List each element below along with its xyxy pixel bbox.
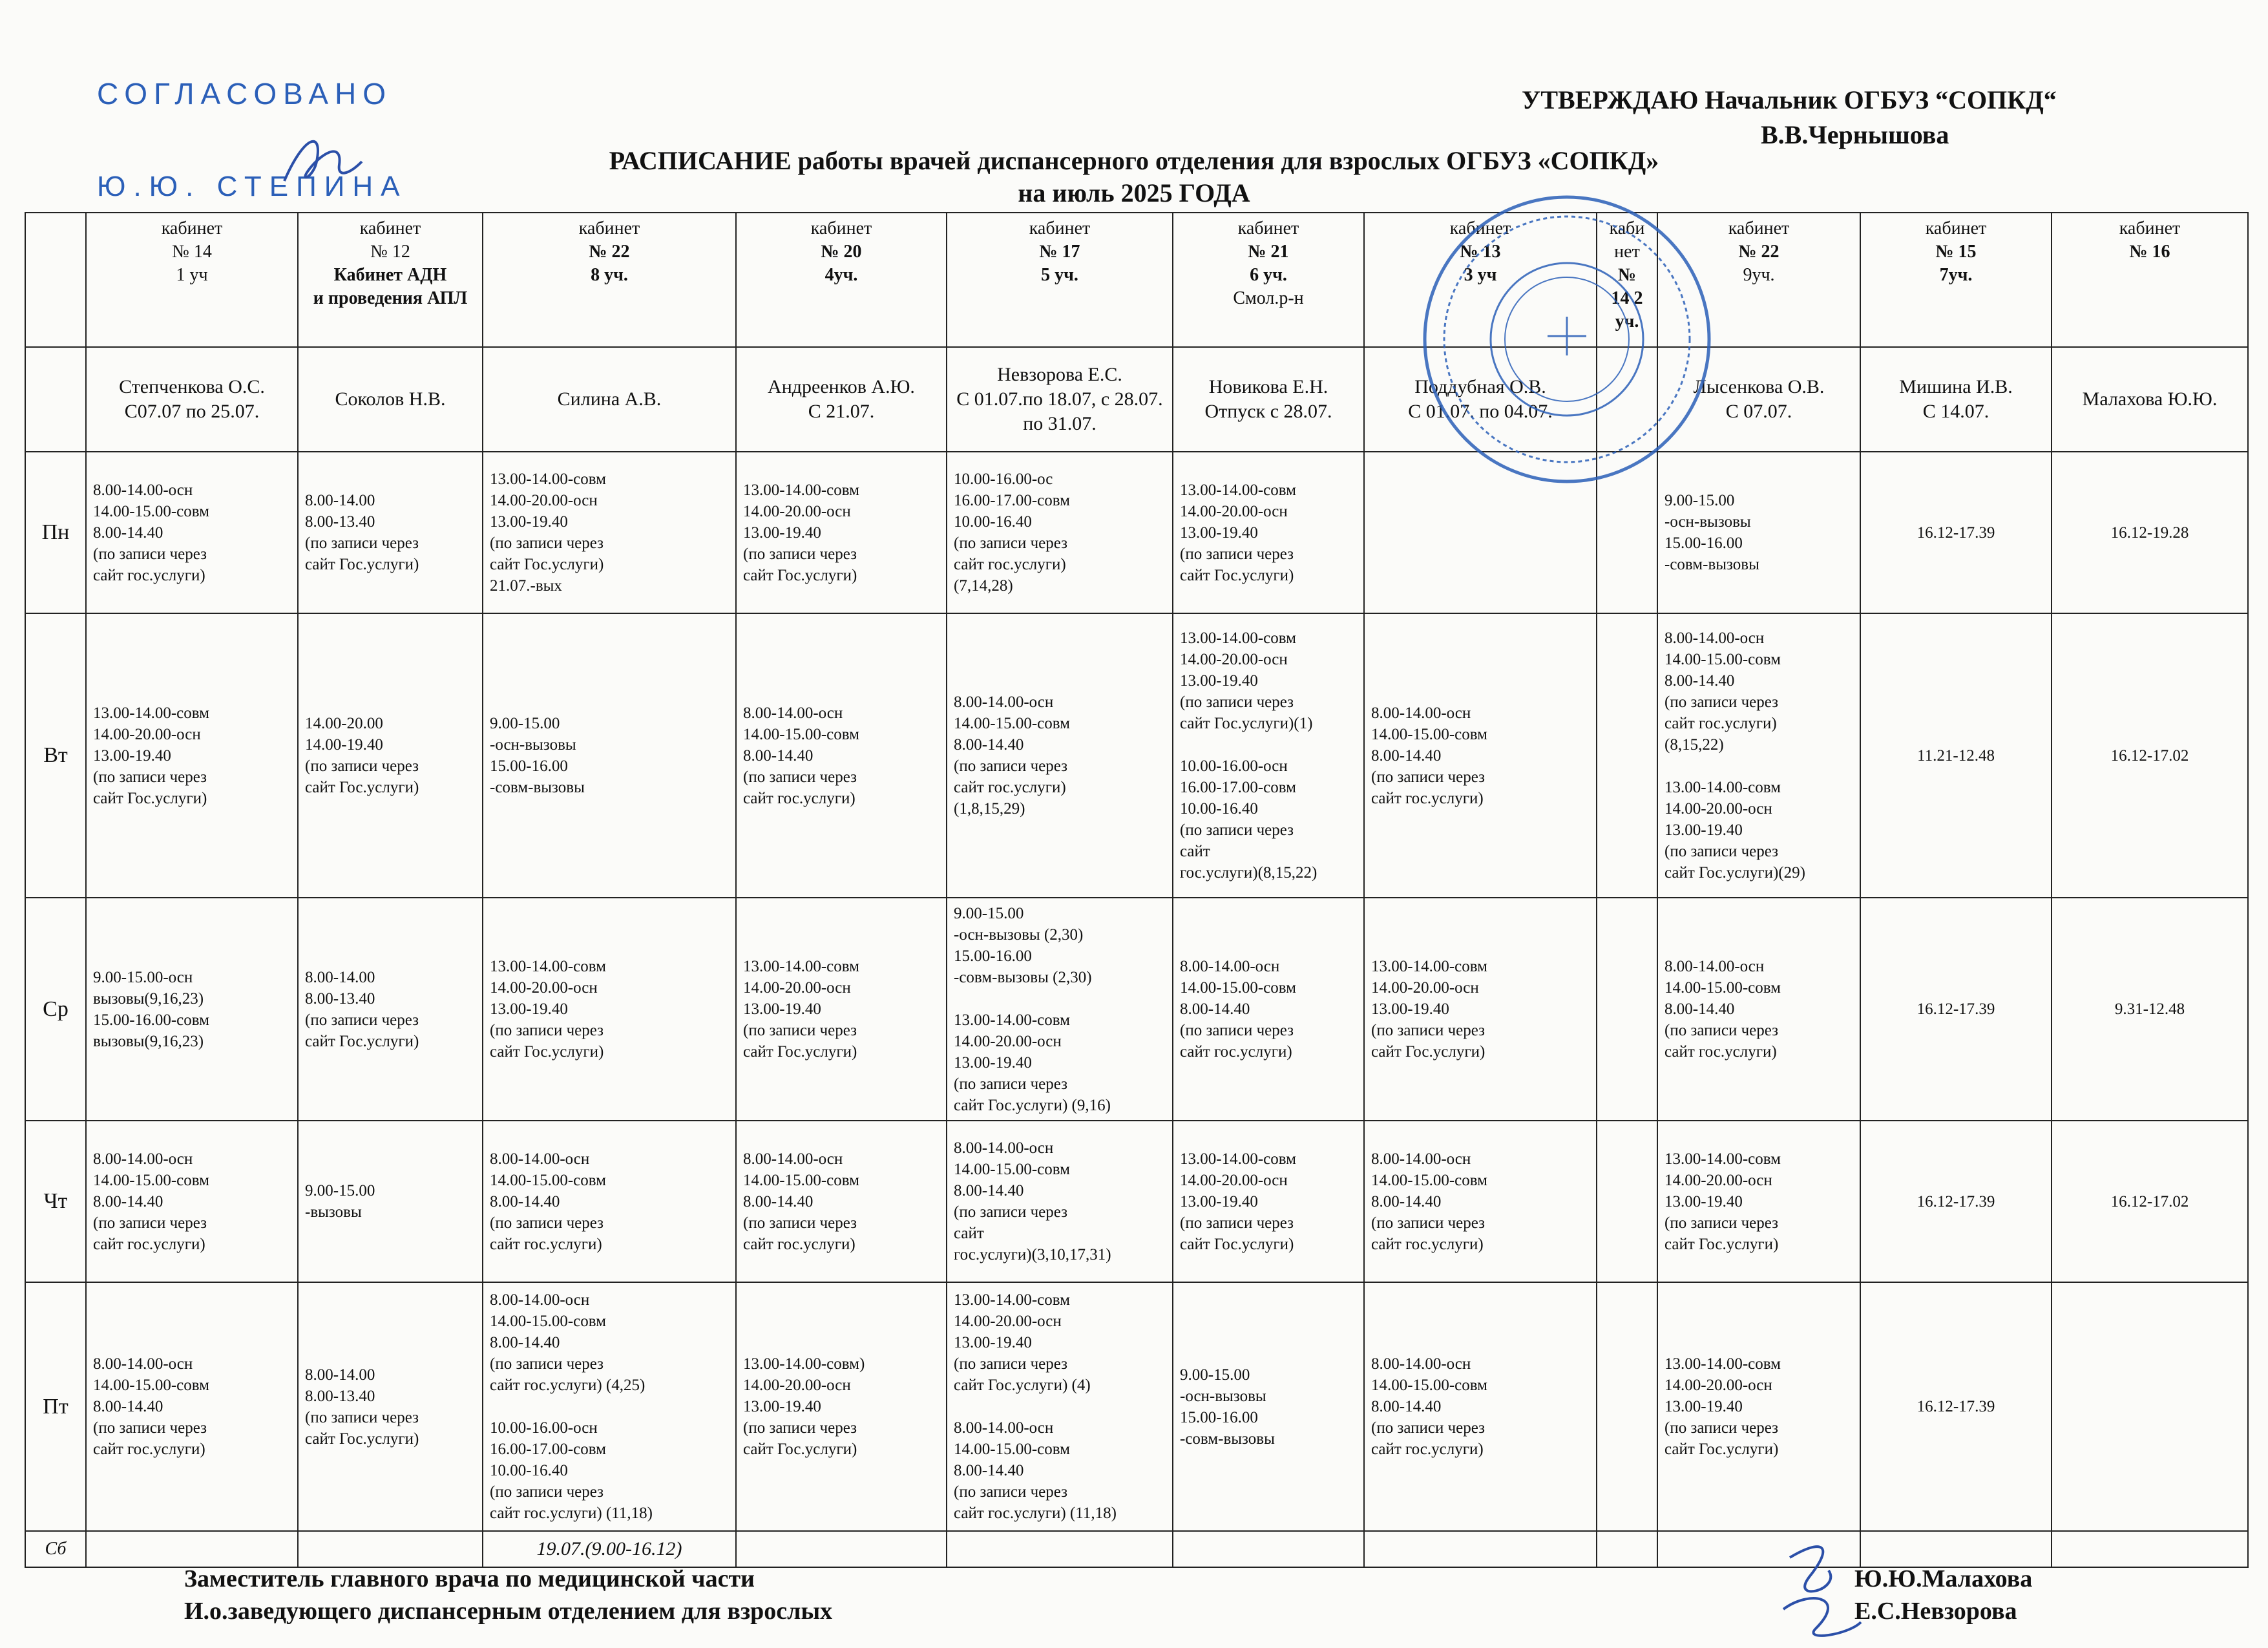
schedule-table	[25, 212, 2249, 1568]
schedule-cell: 16.12-17.39	[1860, 452, 2052, 613]
footer-name2: Е.С.Невзорова	[1854, 1598, 2017, 1625]
day-label: Ср	[25, 898, 86, 1121]
cabinet-header: кабинет № 21 6 уч. Смол.р-н	[1173, 213, 1364, 347]
schedule-cell: 16.12-17.02	[2052, 1121, 2248, 1282]
saturday-value: 19.07.(9.00-16.12)	[483, 1531, 736, 1567]
schedule-cell: 14.00-20.00 14.00-19.40 (по записи через сайт Гос.услуги)	[298, 613, 483, 898]
footer-block	[184, 1563, 832, 1627]
cabinet-header: каби нет № 14 2 уч.	[1597, 213, 1657, 347]
schedule-cell: 9.00-15.00 -осн-вызовы (2,30) 15.00-16.00 -совм-вызовы (2,30) 13.00-14.00-совм 14.00-20.00-осн 13.00-19.40 (по записи через сайт Гос.услуги) (9,16)	[947, 898, 1173, 1121]
day-row	[25, 898, 2248, 1121]
schedule-cell	[1597, 613, 1657, 898]
schedule-cell: 13.00-14.00-совм 14.00-20.00-осн 13.00-19.40 (по записи через сайт Гос.услуги)(1) 10.00-16.00-осн 16.00-17.00-совм 10.00-16.40 (по записи через сайт гос.услуги)(8,15,22)	[1173, 613, 1364, 898]
schedule-cell: 11.21-12.48	[1860, 613, 2052, 898]
schedule-cell: 9.00-15.00 -осн-вызовы 15.00-16.00 -совм-вызовы	[483, 613, 736, 898]
schedule-cell: 16.12-17.39	[1860, 898, 2052, 1121]
schedule-cell: 8.00-14.00-осн 14.00-15.00-совм 8.00-14.40 (по записи через сайт гос.услуги) (8,15,22) 13.00-14.00-совм 14.00-20.00-осн 13.00-19.40 (по записи через сайт Гос.услуги)(29)	[1657, 613, 1860, 898]
schedule-cell: 8.00-14.00-осн 14.00-15.00-совм 8.00-14.40 (по записи через сайт гос.услуги)	[86, 1121, 298, 1282]
title-line2: на июль 2025 ГОДА	[1018, 178, 1250, 207]
schedule-cell: 13.00-14.00-совм) 14.00-20.00-осн 13.00-19.40 (по записи через сайт Гос.услуги)	[736, 1282, 947, 1531]
schedule-cell: 13.00-14.00-совм 14.00-20.00-осн 13.00-19.40 (по записи через сайт Гос.услуги) 21.07.-вых	[483, 452, 736, 613]
doctor-cell: Соколов Н.В.	[298, 347, 483, 452]
doctor-cell: Степченкова О.С. С07.07 по 25.07.	[86, 347, 298, 452]
schedule-cell: 9.00-15.00 -осн-вызовы 15.00-16.00 -совм-вызовы	[1657, 452, 1860, 613]
doctor-cell: Новикова Е.Н. Отпуск с 28.07.	[1173, 347, 1364, 452]
cabinet-header: кабинет № 16	[2052, 213, 2248, 347]
cabinet-header: кабинет № 22 9уч.	[1657, 213, 1860, 347]
schedule-cell: 13.00-14.00-совм 14.00-20.00-осн 13.00-19.40 (по записи через сайт Гос.услуги)	[736, 452, 947, 613]
approve-name: В.В.Чернышова	[1761, 120, 1949, 149]
schedule-cell: 8.00-14.00-осн 14.00-15.00-совм 8.00-14.40 (по записи через сайт гос.услуги)	[86, 452, 298, 613]
cabinet-header: кабинет № 17 5 уч.	[947, 213, 1173, 347]
cabinet-header: кабинет № 14 1 уч	[86, 213, 298, 347]
corner-cell	[25, 213, 86, 347]
day-label: Вт	[25, 613, 86, 898]
schedule-cell: 13.00-14.00-совм 14.00-20.00-осн 13.00-19.40 (по записи через сайт Гос.услуги)	[1173, 1121, 1364, 1282]
schedule-cell: 13.00-14.00-совм 14.00-20.00-осн 13.00-19.40 (по записи через сайт Гос.услуги) (4) 8.00-14.00-осн 14.00-15.00-совм 8.00-14.40 (по записи через сайт гос.услуги) (11,18)	[947, 1282, 1173, 1531]
day-label: Чт	[25, 1121, 86, 1282]
schedule-cell: 8.00-14.00 8.00-13.40 (по записи через сайт Гос.услуги)	[298, 452, 483, 613]
schedule-cell: 8.00-14.00-осн 14.00-15.00-совм 8.00-14.40 (по записи через сайт гос.услуги)	[736, 1121, 947, 1282]
schedule-cell: 8.00-14.00-осн 14.00-15.00-совм 8.00-14.40 (по записи через сайт гос.услуги)	[1364, 1282, 1597, 1531]
schedule-cell: 10.00-16.00-ос 16.00-17.00-совм 10.00-16.40 (по записи через сайт гос.услуги) (7,14,28)	[947, 452, 1173, 613]
day-label: Пт	[25, 1282, 86, 1531]
schedule-cell: 8.00-14.00-осн 14.00-15.00-совм 8.00-14.40 (по записи через сайт гос.услуги)	[1364, 613, 1597, 898]
schedule-cell: 8.00-14.00-осн 14.00-15.00-совм 8.00-14.40 (по записи через сайт гос.услуги)	[1173, 898, 1364, 1121]
approved-stamp-line2: Ю.Ю. СТЕПИНА	[97, 171, 408, 202]
day-rows	[25, 452, 2248, 1531]
doctor-cell: Андреенков А.Ю. С 21.07.	[736, 347, 947, 452]
schedule-cell: 13.00-14.00-совм 14.00-20.00-осн 13.00-19.40 (по записи через сайт Гос.услуги)	[1657, 1282, 1860, 1531]
doctor-cell: Малахова Ю.Ю.	[2052, 347, 2248, 452]
schedule-cell: 9.00-15.00-осн вызовы(9,16,23) 15.00-16.00-совм вызовы(9,16,23)	[86, 898, 298, 1121]
footer-line2: И.о.заведующего диспансерным отделением для взрослых	[184, 1598, 833, 1625]
day-label: Пн	[25, 452, 86, 613]
page-title	[0, 145, 2268, 209]
schedule-cell	[2052, 1282, 2248, 1531]
approved-stamp-line1: СОГЛАСОВАНО	[97, 77, 392, 111]
footer-names	[1854, 1563, 2032, 1627]
day-row	[25, 1282, 2248, 1531]
schedule-cell: 9.00-15.00 -вызовы	[298, 1121, 483, 1282]
schedule-cell: 8.00-14.00-осн 14.00-15.00-совм 8.00-14.40 (по записи через сайт гос.услуги)	[1657, 898, 1860, 1121]
approval-block	[1522, 83, 2057, 153]
schedule-cell: 13.00-14.00-совм 14.00-20.00-осн 13.00-19.40 (по записи через сайт Гос.услуги)	[86, 613, 298, 898]
schedule-cell: 16.12-17.39	[1860, 1282, 2052, 1531]
schedule-cell: 13.00-14.00-совм 14.00-20.00-осн 13.00-19.40 (по записи через сайт Гос.услуги)	[1173, 452, 1364, 613]
schedule-cell: 8.00-14.00-осн 14.00-15.00-совм 8.00-14.40 (по записи через сайт гос.услуги)	[86, 1282, 298, 1531]
saturday-row	[25, 1531, 2248, 1567]
title-line1: РАСПИСАНИЕ работы врачей диспансерного отделения для взрослых ОГБУЗ «СОПКД»	[609, 146, 1659, 175]
day-row	[25, 1121, 2248, 1282]
official-stamp-icon	[1415, 187, 1719, 491]
day-row	[25, 452, 2248, 613]
footer-name1: Ю.Ю.Малахова	[1854, 1565, 2033, 1592]
schedule-cell: 8.00-14.00 8.00-13.40 (по записи через сайт Гос.услуги)	[298, 1282, 483, 1531]
schedule-cell: 8.00-14.00-осн 14.00-15.00-совм 8.00-14.40 (по записи через сайт гос.услуги) (4,25) 10.00-16.00-осн 16.00-17.00-совм 10.00-16.40 (по записи через сайт гос.услуги) (11,18)	[483, 1282, 736, 1531]
schedule-cell: 9.00-15.00 -осн-вызовы 15.00-16.00 -совм-вызовы	[1173, 1282, 1364, 1531]
day-label: Сб	[25, 1531, 86, 1567]
cabinet-header: кабинет № 13 3 уч	[1364, 213, 1597, 347]
doctor-cell: Невзорова Е.С. С 01.07.по 18.07, с 28.07. по 31.07.	[947, 347, 1173, 452]
schedule-cell	[1597, 1282, 1657, 1531]
approve-line: УТВЕРЖДАЮ Начальник ОГБУЗ “СОПКД“	[1522, 85, 2057, 114]
schedule-cell: 13.00-14.00-совм 14.00-20.00-осн 13.00-19.40 (по записи через сайт Гос.услуги)	[1657, 1121, 1860, 1282]
schedule-cell: 8.00-14.00 8.00-13.40 (по записи через сайт Гос.услуги)	[298, 898, 483, 1121]
schedule-cell	[1597, 898, 1657, 1121]
day-row	[25, 613, 2248, 898]
schedule-cell	[1597, 1121, 1657, 1282]
doctor-cell: Силина А.В.	[483, 347, 736, 452]
cabinet-header: кабинет № 15 7уч.	[1860, 213, 2052, 347]
doctor-row	[25, 347, 2248, 452]
doctor-cell: Поддубная О.В. С 01.07. по 04.07.	[1364, 347, 1597, 452]
footer-line1: Заместитель главного врача по медицинской части	[184, 1565, 755, 1592]
schedule-cell: 13.00-14.00-совм 14.00-20.00-осн 13.00-19.40 (по записи через сайт Гос.услуги)	[1364, 898, 1597, 1121]
schedule-cell: 9.31-12.48	[2052, 898, 2248, 1121]
schedule-cell: 16.12-19.28	[2052, 452, 2248, 613]
cabinet-header: кабинет № 12 Кабинет АДН и проведения АПЛ	[298, 213, 483, 347]
signature-icon	[1770, 1532, 1867, 1648]
schedule-cell: 13.00-14.00-совм 14.00-20.00-осн 13.00-19.40 (по записи через сайт Гос.услуги)	[736, 898, 947, 1121]
cabinet-header: кабинет № 20 4уч.	[736, 213, 947, 347]
schedule-cell: 8.00-14.00-осн 14.00-15.00-совм 8.00-14.40 (по записи через сайт гос.услуги)(3,10,17,31)	[947, 1121, 1173, 1282]
schedule-cell: 16.12-17.39	[1860, 1121, 2052, 1282]
schedule-cell: 8.00-14.00-осн 14.00-15.00-совм 8.00-14.40 (по записи через сайт гос.услуги) (1,8,15,29)	[947, 613, 1173, 898]
schedule-cell: 13.00-14.00-совм 14.00-20.00-осн 13.00-19.40 (по записи через сайт Гос.услуги)	[483, 898, 736, 1121]
schedule-cell: 8.00-14.00-осн 14.00-15.00-совм 8.00-14.40 (по записи через сайт гос.услуги)	[736, 613, 947, 898]
schedule-cell: 8.00-14.00-осн 14.00-15.00-совм 8.00-14.40 (по записи через сайт гос.услуги)	[1364, 1121, 1597, 1282]
doctor-cell: Мишина И.В. С 14.07.	[1860, 347, 2052, 452]
schedule-cell: 16.12-17.02	[2052, 613, 2248, 898]
doctor-cell: Лысенкова О.В. С 07.07.	[1657, 347, 1860, 452]
schedule-cell: 8.00-14.00-осн 14.00-15.00-совм 8.00-14.40 (по записи через сайт гос.услуги)	[483, 1121, 736, 1282]
cabinet-header-row	[25, 213, 2248, 347]
cabinet-header: кабинет № 22 8 уч.	[483, 213, 736, 347]
